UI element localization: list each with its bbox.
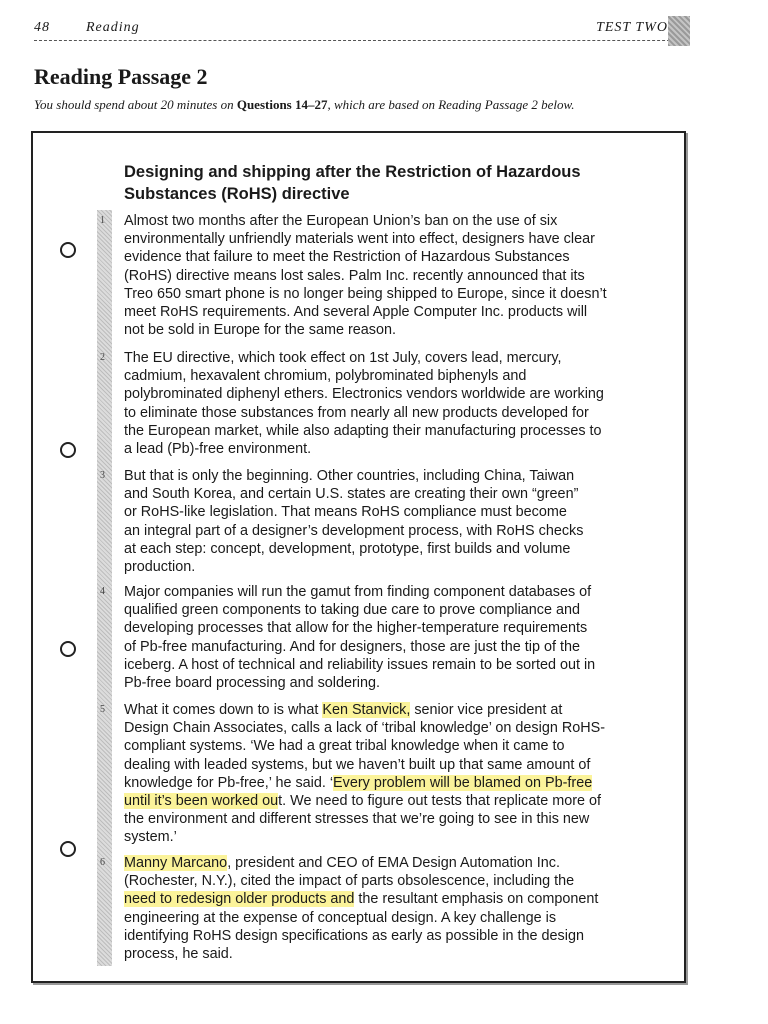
- page-title: Reading Passage 2: [34, 64, 208, 89]
- paragraph-line: production.: [124, 559, 196, 576]
- binder-hole: [60, 242, 76, 258]
- instruction-questions: Questions 14–27: [236, 97, 328, 112]
- paragraph-line: to eliminate those substances from nearly all new products developed for: [124, 404, 589, 421]
- highlighted-text: Ken Stanvick,: [322, 702, 411, 718]
- binder-hole: [60, 442, 76, 458]
- binder-hole: [60, 641, 76, 657]
- article-title-line: Designing and shipping after the Restriction of Hazardous: [124, 163, 581, 181]
- paragraph-line: at each step: concept, development, prototype, first builds and volume: [124, 540, 571, 557]
- paragraph-5: [124, 701, 649, 847]
- paragraph-line: dealing with leaded systems, but we haven’t built up that same amount of: [124, 756, 591, 773]
- paragraph-2: [124, 349, 649, 458]
- highlighted-text: Every problem will be blamed on Pb-free: [333, 774, 593, 791]
- paragraph-line: a lead (Pb)-free environment.: [124, 441, 312, 458]
- paragraph-number: 1: [100, 215, 105, 226]
- paragraph-number: 2: [100, 352, 105, 363]
- page-tab-marker: [668, 16, 690, 46]
- paragraph-line: the environment and different stresses that we’re going to see in this new: [124, 811, 590, 828]
- paragraph-line: (Rochester, N.Y.), cited the impact of parts obsolescence, including the: [124, 873, 575, 890]
- paragraph-line: process, he said.: [124, 946, 233, 963]
- article-title: [124, 161, 644, 205]
- test-label: TEST TWO: [596, 20, 668, 35]
- article-title-line: Substances (RoHS) directive: [124, 185, 350, 203]
- paragraph-line: Design Chain Associates, calls a lack of ‘tribal knowledge’ on design RoHS-: [124, 720, 605, 737]
- paragraph-line: of Pb-free manufacturing. And for designers, those are just the tip of the: [124, 638, 580, 655]
- paragraph-4: [124, 583, 649, 692]
- paragraph-line: Pb-free board processing and soldering.: [124, 675, 380, 692]
- instruction-text: [34, 97, 574, 113]
- paragraph-line: the European market, while also adapting their manufacturing processes to: [124, 422, 602, 439]
- paragraph-line: qualified green components to taking due care to prove compliance and: [124, 602, 580, 619]
- paragraph-line: or RoHS-like legislation. That means RoHS compliance must become: [124, 504, 567, 521]
- paragraph-line: Major companies will run the gamut from finding component databases of: [124, 584, 592, 600]
- paragraph-line: engineering at the expense of conceptual design. A key challenge is: [124, 909, 557, 926]
- instruction-pre: You should spend about 20 minutes on: [34, 97, 237, 112]
- paragraph-line: (RoHS) directive means lost sales. Palm Inc. recently announced that its: [124, 267, 585, 284]
- paragraph-number: 3: [100, 470, 105, 481]
- paragraph-line: developing processes that allow for the higher-temperature requirements: [124, 620, 588, 637]
- paragraph-line: environmentally unfriendly materials went into effect, designers have clear: [124, 231, 595, 248]
- instruction-post: , which are based on Reading Passage 2 below.: [327, 97, 575, 112]
- paragraph-line: polybrominated diphenyl ethers. Electronics vendors worldwide are working: [124, 386, 604, 403]
- paragraph-line: identifying RoHS design specifications as early as possible in the design: [124, 927, 584, 944]
- paragraph-line: iceberg. A host of technical and reliability issues remain to be sorted out in: [124, 656, 596, 673]
- highlighted-text: Manny Marcano: [124, 855, 228, 871]
- paragraph-number: 5: [100, 704, 105, 715]
- paragraph-line: an integral part of a designer’s development process, with RoHS checks: [124, 522, 584, 539]
- paragraph-3: [124, 467, 649, 576]
- paragraph-line: meet RoHS requirements. And several Apple Computer Inc. products will: [124, 304, 588, 321]
- paragraph-line: Manny Marcano, president and CEO of EMA Design Automation Inc.: [124, 855, 560, 871]
- paragraph-number: 6: [100, 857, 105, 868]
- highlighted-text: need to redesign older products and: [124, 891, 355, 908]
- binder-hole: [60, 841, 76, 857]
- paragraph-number: 4: [100, 586, 105, 597]
- paragraph-line: and South Korea, and certain U.S. states are creating their own “green”: [124, 486, 579, 503]
- paragraph-6: [124, 854, 649, 963]
- paragraph-1: [124, 212, 649, 339]
- paragraph-line: system.’: [124, 829, 177, 846]
- paragraph-line: But that is only the beginning. Other countries, including China, Taiwan: [124, 468, 575, 484]
- page-number: 48: [34, 20, 50, 35]
- paragraph-line: cadmium, hexavalent chromium, polybrominated biphenyls and: [124, 368, 527, 385]
- paragraph-line: evidence that failure to meet the Restriction of Hazardous Substances: [124, 249, 570, 266]
- paragraph-line: until it’s been worked out. We need to figure out tests that replicate more of: [124, 793, 602, 810]
- section-label: Reading: [86, 20, 140, 35]
- paragraph-line: What it comes down to is what Ken Stanvick, senior vice president at: [124, 702, 563, 718]
- highlighted-text: until it’s been worked ou: [124, 793, 279, 810]
- paragraph-line: Almost two months after the European Union’s ban on the use of six: [124, 213, 558, 229]
- paragraph-line: not be sold in Europe for the same reason.: [124, 322, 396, 339]
- paragraph-line: knowledge for Pb-free,’ he said. ‘Every problem will be blamed on Pb-free: [124, 774, 593, 791]
- paragraph-line: compliant systems. ‘We had a great tribal knowledge when it came to: [124, 738, 565, 755]
- paragraph-line: Treo 650 smart phone is no longer being shipped to Europe, since it doesn’t: [124, 285, 607, 302]
- paragraph-line: need to redesign older products and the resultant emphasis on component: [124, 891, 599, 908]
- paragraph-line: The EU directive, which took effect on 1st July, covers lead, mercury,: [124, 350, 562, 366]
- page-header: [34, 18, 690, 41]
